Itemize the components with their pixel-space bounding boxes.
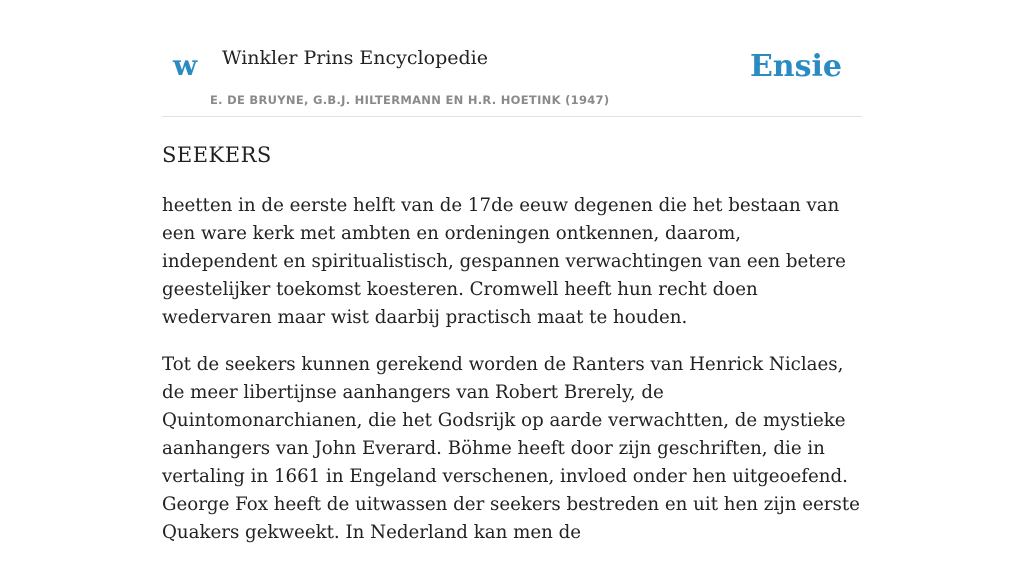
publication-title[interactable]: Winkler Prins Encyclopedie — [222, 47, 488, 69]
article-paragraph: Tot de seekers kunnen gerekend worden de Ranters van Henrick Niclaes, de meer libertijnse aanhangers van Robert Brerely, de Quintomonarchianen, die het Godsrijk op aarde verwachtten, de mystieke aanhangers van John Everard. Böhme heeft door zijn geschriften, die in vertaling in 1661 in Engeland verschenen, invloed onder hen uitgeoefend. George Fox heeft de uitwassen der seekers bestreden en uit hen zijn eerste Quakers gekweekt. In Nederland kan men de — [162, 354, 860, 543]
logo-icon[interactable]: w — [173, 49, 198, 82]
brand-logo[interactable]: Ensie — [749, 49, 842, 84]
site-header — [162, 0, 862, 117]
article-title: SEEKERS — [162, 143, 272, 167]
page — [162, 0, 862, 543]
article-body — [162, 192, 862, 566]
publication-authors: E. DE BRUYNE, G.B.J. HILTERMANN EN H.R. HOETINK (1947) — [210, 93, 610, 107]
article-paragraph: heetten in de eerste helft van de 17de eeuw degenen die het bestaan van een ware kerk met ambten en ordeningen ontkennen, daarom, independent en spiritualistisch, gespannen verwachtingen van een betere geestelijker toekomst koesteren. Cromwell heeft hun recht doen wedervaren maar wist daarbij practisch maat te houden. — [162, 195, 846, 328]
